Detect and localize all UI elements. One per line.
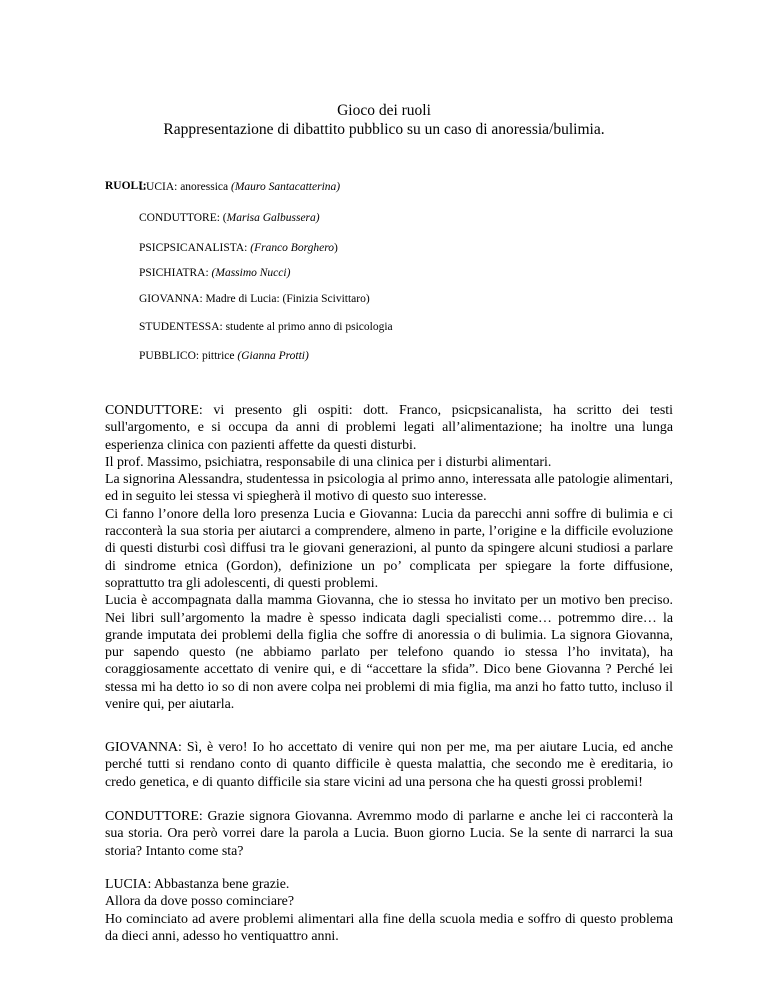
- document-title: Gioco dei ruoli: [337, 102, 431, 119]
- role-title: PSICPSICANALISTA:: [139, 242, 251, 254]
- role-title: GIOVANNA: Madre di Lucia: (Finizia Scivittaro): [139, 293, 370, 305]
- paragraph-line: Il prof. Massimo, psichiatra, responsabile di una clinica per i disturbi alimentari.: [105, 454, 552, 470]
- paragraph-line: Ci fanno l’onore della loro presenza Lucia e Giovanna: Lucia da parecchi anni soffre di bulimia e ci racconterà la sua storia per aiutarci a comprendere, almeno in parte, l’origine e la difficile evoluzione di questi disturbi così diffusi tra le giovani generazioni, al punto da spingere alcuni studiosi a parlare di sindrome etnica (Gordon), definizione un po’ complicata per spiegare la forte diffusione, soprattutto tra gli adolescenti, di questi problemi.: [105, 506, 673, 591]
- role-suffix: ): [334, 242, 338, 254]
- role-conduttore: [139, 211, 320, 225]
- role-actor: (Gianna Protti): [237, 350, 309, 362]
- role-actor: Marisa Galbussera): [226, 212, 320, 224]
- paragraph-line: GIOVANNA: Sì, è vero! Io ho accettato di venire qui non per me, ma per aiutare Lucia, ed anche perché tutti si rendano conto di quanto difficile è questa malattia, che secondo me è ereditaria, io credo genetica, e di quanto difficile sia stare vicini ad una persona che ha questi grossi problemi!: [105, 740, 673, 790]
- role-giovanna: [139, 292, 370, 306]
- roles-label: RUOLI:: [105, 180, 147, 192]
- paragraph-line: CONDUTTORE: vi presento gli ospiti: dott. Franco, psicpsicanalista, ha scritto dei testi sull'argomento, e si occupa da anni di problemi legati all’alimentazione; ha inoltre una lunga esperienza clinica con pazienti affette da questi disturbi.: [105, 403, 673, 453]
- role-psichiatra: [139, 266, 290, 280]
- paragraph-conduttore-reply: [105, 808, 673, 860]
- paragraph-conduttore-intro: [105, 402, 673, 713]
- role-title: LUCIA: anoressica: [139, 181, 231, 193]
- paragraph-line: CONDUTTORE: Grazie signora Giovanna. Avremmo modo di parlarne e anche lei ci racconterà la sua storia. Ora però vorrei dare la parola a Lucia. Buon giorno Lucia. Se la sente di narrarci la sua storia? Intanto come sta?: [105, 809, 673, 859]
- role-title: CONDUTTORE: (: [139, 212, 227, 224]
- role-title: PUBBLICO: pittrice: [139, 350, 238, 362]
- paragraph-line: La signorina Alessandra, studentessa in psicologia al primo anno, interessata alle patologie alimentari, ed in seguito lei stessa vi spiegherà il motivo di questo suo interesse.: [105, 472, 673, 505]
- role-actor: (Massimo Nucci): [211, 267, 291, 279]
- role-title: PSICHIATRA:: [139, 267, 212, 279]
- paragraph-line: Allora da dove posso cominciare?: [105, 894, 295, 910]
- paragraph-lucia: [105, 876, 673, 945]
- role-lucia: [139, 180, 340, 194]
- role-actor: (Mauro Santacatterina): [230, 181, 341, 193]
- role-studentessa: [139, 320, 393, 334]
- paragraph-line: LUCIA: Abbastanza bene grazie.: [105, 877, 290, 892]
- paragraph-line: Lucia è accompagnata dalla mamma Giovanna, che io stessa ho invitato per un motivo ben preciso. Nei libri sull’argomento la madre è spesso indicata dagli specialisti come… potremmo dire… la grande imputata dei problemi della figlia che soffre di anoressia o di bulimia. La signora Giovanna, pur sapendo questo (ne abbiamo parlato per telefono quando io stessa l’ho invitata), ha coraggiosamente accettato di venire qui, e di “accettare la sfida”. Dico bene Giovanna ? Perché lei stessa mi ha detto io so di non avere colpa nei problemi di mia figlia, ma anzi ho fatto tutto, incluso il venire qui, per aiutarla.: [105, 593, 673, 713]
- role-actor: (Franco Borghero: [250, 242, 335, 254]
- role-psicanalista: [139, 241, 338, 255]
- document-subtitle: Rappresentazione di dibattito pubblico su un caso di anoressia/bulimia.: [163, 121, 605, 138]
- paragraph-line: Ho cominciato ad avere problemi alimentari alla fine della scuola media e soffro di questo problema da dieci anni, adesso ho ventiquattro anni.: [105, 911, 673, 944]
- role-pubblico: [139, 349, 309, 363]
- role-title: STUDENTESSA: studente al primo anno di psicologia: [139, 321, 393, 333]
- paragraph-giovanna: [105, 739, 673, 791]
